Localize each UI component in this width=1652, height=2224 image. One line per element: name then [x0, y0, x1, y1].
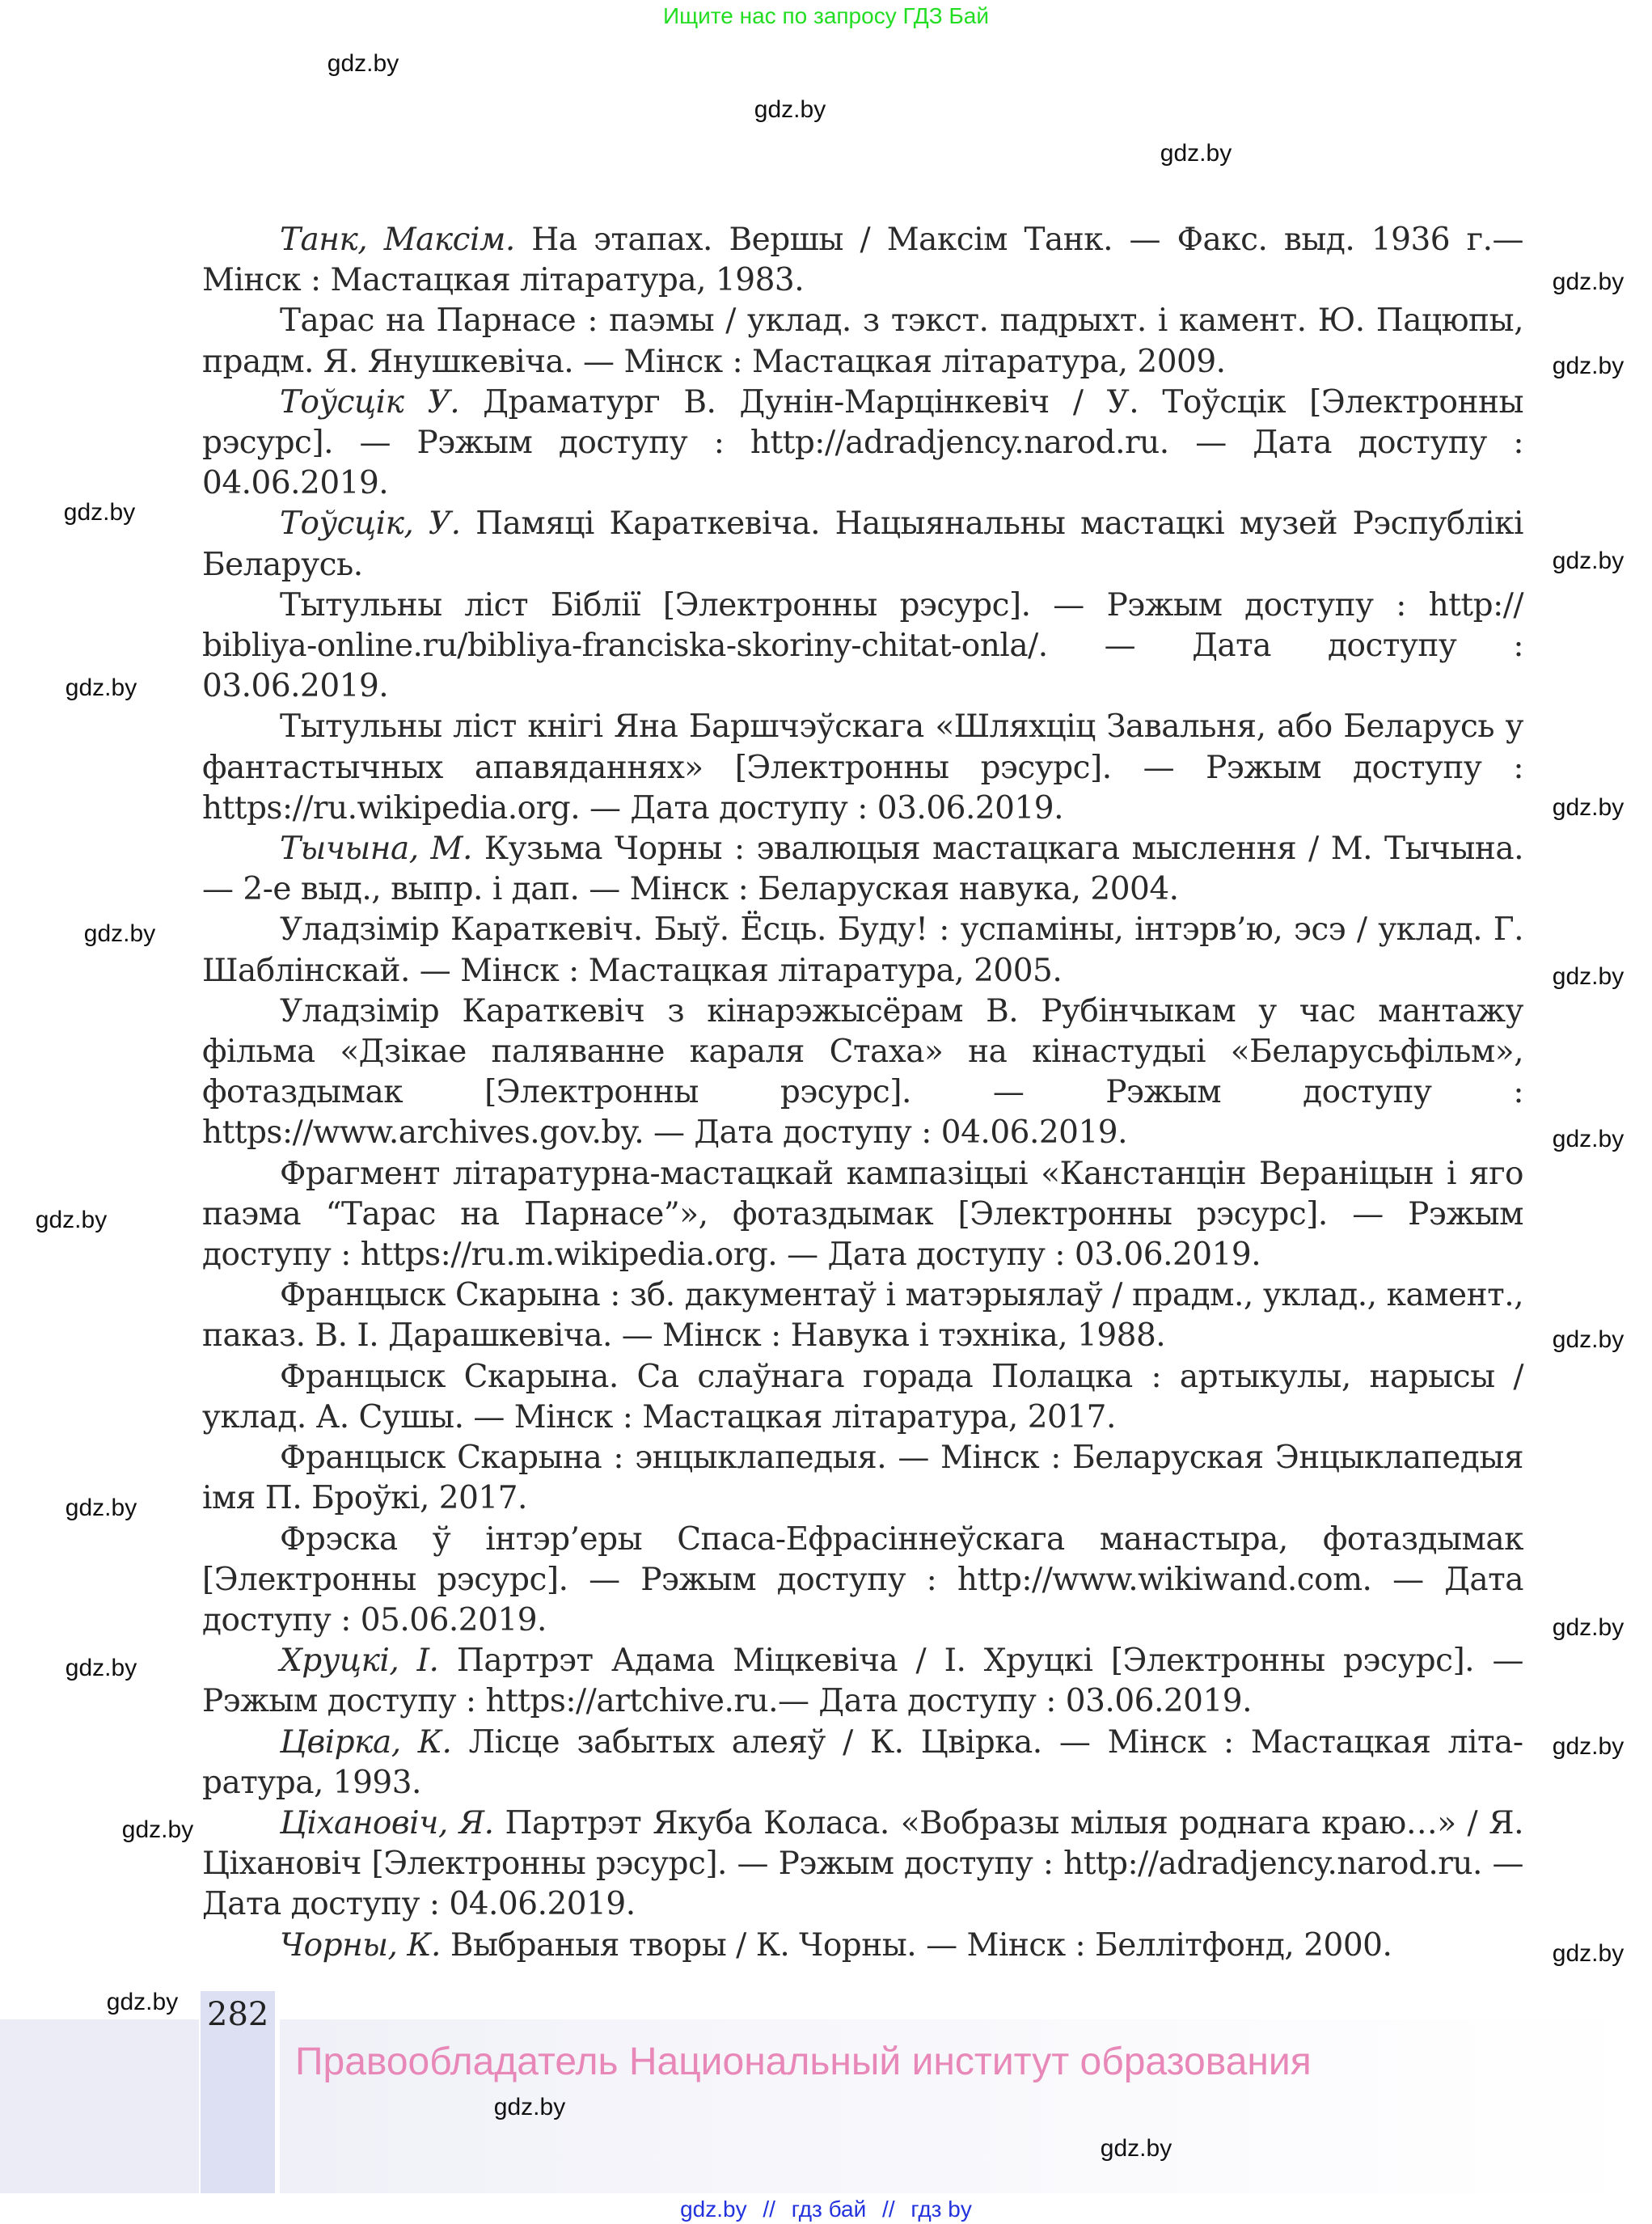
entry-text: Драматург В. Дунін-Марцінкевіч / У. Тоўсцік [Электронны рэсурс]. — Рэжым доступу : http://adradjency.narod.ru. — Дата доступу : 04.06.2019.: [202, 383, 1523, 502]
copyright-notice: Правообладатель Национальный институт образования: [295, 2040, 1312, 2083]
bibliography-entry: [202, 1723, 1523, 1803]
entry-author: Ціхановіч, Я.: [280, 1804, 494, 1841]
entry-text: На этапах. Вершы / Максім Танк. — Факс. выд. 1936 г.— Мінск : Мастацкая літаратура, 1983.: [202, 222, 1523, 299]
bibliography-entry: [202, 1357, 1523, 1438]
watermark: gdz.by: [1552, 1326, 1625, 1353]
bottom-links: [0, 2197, 1652, 2222]
link-gdz-by[interactable]: gdz.by: [680, 2197, 747, 2222]
entry-text: Партрэт Адама Міцкевіча / І. Хруцкі [Электронны рэсурс]. — Рэжым доступу : https://artchive.ru.— Дата доступу : 03.06.2019.: [202, 1643, 1523, 1720]
bibliography-entry: [202, 504, 1523, 585]
bibliography-entry: [202, 586, 1523, 708]
watermark: gdz.by: [493, 2094, 566, 2120]
watermark: gdz.by: [1552, 1733, 1625, 1760]
entry-text: Тарас на Парнасе : паэмы / уклад. з тэкст. падрыхт. і камент. Ю. Пацюпы, прадм. Я. Янушкевіча. — Мінск : Мастацкая літаратура, 2009.: [202, 302, 1523, 380]
entry-text: Францыск Скарына : энцыклапедыя. — Мінск : Беларуская Энцыклапедыя імя П. Броўкі, 2017.: [202, 1440, 1523, 1517]
watermark: gdz.by: [1160, 140, 1232, 167]
entry-text: Лісце забытых алеяў / К. Цвірка. — Мінск : Мастацкая літаратура, 1993.: [202, 1723, 1523, 1801]
watermark: gdz.by: [327, 50, 399, 77]
entry-text: Выбраныя творы / К. Чорны. — Мінск : Беллітфонд, 2000.: [440, 1926, 1392, 1964]
bibliography-entry: [202, 301, 1523, 382]
entry-text: Тытульны ліст кнігі Яна Баршчэўскага «Шляхціц Завальня, або Беларусь у фантастычных апавяданнях» [Электронны рэсурс]. — Рэжым доступу : https://ru.wikipedia.org. — Дата доступу : 03.06.2019.: [202, 708, 1523, 827]
watermark: gdz.by: [754, 96, 826, 123]
watermark: gdz.by: [1552, 268, 1625, 295]
entry-author: Цвірка, К.: [280, 1723, 452, 1761]
link-gdz-by-cyr[interactable]: гдз by: [911, 2197, 972, 2222]
search-hint: Ищите нас по запросу ГДЗ Бай: [662, 3, 990, 28]
link-gdz-bai[interactable]: гдз бай: [791, 2197, 867, 2222]
entry-text: Партрэт Якуба Коласа. «Вобразы мілыя роднага краю…» / Я. Ціхановіч [Электронны рэсурс]. — Рэжым доступу : http://adradjency.narod.ru. — Дата доступу : 04.06.2019.: [202, 1804, 1523, 1923]
watermark: gdz.by: [83, 920, 156, 947]
entry-text: Уладзімір Караткевіч з кінарэжысёрам В. Рубінчыкам у час мантажу фільма «Дзікае паляванне караля Стаха» на кінастудыі «Беларусьфільм», фотаздымак [Электронны рэсурс]. — Рэжым доступу : https://www.archives.gov.by. — Дата доступу : 04.06.2019.: [202, 992, 1523, 1152]
watermark: gdz.by: [65, 1495, 137, 1521]
watermark: gdz.by: [1100, 2135, 1172, 2162]
entry-author: Тычына, М.: [280, 831, 472, 868]
watermark: gdz.by: [65, 1655, 137, 1681]
bibliography-entry: [202, 707, 1523, 829]
watermark: gdz.by: [1552, 1614, 1625, 1641]
bibliography-entry: [202, 991, 1523, 1154]
page-number: 282: [207, 1996, 269, 2033]
entry-text: Кузьма Чорны : эвалюцыя мастацкага мыслення / М. Тычына. — 2-е выд., выпр. і дап. — Мінск : Беларуская навука, 2004.: [202, 831, 1524, 908]
watermark: gdz.by: [1552, 963, 1625, 990]
bibliography-entry: [202, 1520, 1523, 1642]
entry-text: Тытульны ліст Біблії [Электронны рэсурс]. — Рэжым доступу : http:// bibliya-online.ru/bibliya-franciska-skoriny-chitat-onla/. — Дата доступу : 03.06.2019.: [202, 586, 1523, 705]
bibliography-entry: [202, 829, 1523, 910]
watermark: gdz.by: [1552, 1940, 1625, 1967]
bibliography-entry: [202, 1641, 1523, 1722]
entry-text: Памяці Караткевіча. Нацыянальны мастацкі музей Рэспублікі Беларусь.: [202, 505, 1523, 583]
watermark: gdz.by: [1552, 1126, 1625, 1152]
watermark: gdz.by: [121, 1816, 194, 1843]
entry-author: Танк, Максім.: [280, 222, 515, 258]
entry-text: Фрагмент літаратурна-мастацкай кампазіцыі «Канстанцін Вераніцын і яго паэма “Тарас на Парнасе”», фотаздымак [Электронны рэсурс]. — Рэжым доступу : https://ru.m.wikipedia.org. — Дата доступу : 03.06.2019.: [202, 1155, 1523, 1274]
entry-text: Францыск Скарына. Са слаўнага горада Полацка : артыкулы, нарысы / уклад. А. Сушы. — Мінск : Мастацкая літаратура, 2017.: [202, 1358, 1523, 1435]
watermark: gdz.by: [63, 499, 136, 526]
watermark: gdz.by: [1552, 353, 1625, 379]
bibliography-entry: [202, 910, 1523, 991]
entry-author: Хруцкі, І.: [280, 1643, 439, 1680]
entry-text: Францыск Скарына : зб. дакументаў і матэрыялаў / прадм., уклад., камент., паказ. В. І. Дарашкевіча. — Мінск : Навука і тэхніка, 1988.: [202, 1277, 1523, 1355]
bibliography-entry: [202, 220, 1523, 301]
bibliography-entry: [202, 1154, 1523, 1276]
watermark: gdz.by: [1552, 794, 1625, 821]
entry-author: Чорны, К.: [280, 1926, 441, 1964]
bibliography-entry: [202, 383, 1523, 505]
watermark: gdz.by: [35, 1207, 108, 1233]
bibliography-list: [202, 220, 1523, 1966]
bibliography-entry: [202, 1803, 1523, 1926]
bibliography-entry: [202, 1275, 1523, 1356]
entry-author: Тоўсцік У.: [280, 383, 460, 421]
bibliography-entry: [202, 1438, 1523, 1519]
separator: //: [763, 2197, 775, 2222]
watermark: gdz.by: [106, 1989, 179, 2015]
bibliography-entry: [202, 1926, 1523, 1966]
separator: //: [882, 2197, 895, 2222]
watermark: gdz.by: [65, 674, 137, 701]
watermark: gdz.by: [1552, 548, 1625, 574]
entry-text: Уладзімір Караткевіч. Быў. Ёсць. Буду! : успаміны, інтэрв’ю, эсэ / уклад. Г. Шаблінскай. — Мінск : Мастацкая літаратура, 2005.: [202, 911, 1523, 989]
footer-left-panel: [0, 2019, 199, 2193]
entry-text: Фрэска ў інтэр’еры Спаса-Ефрасіннеўскага манастыра, фотаздымак [Электронны рэсурс]. — Рэжым доступу : http://www.wikiwand.com. — Дата доступу : 05.06.2019.: [202, 1520, 1523, 1638]
entry-author: Тоўсцік, У.: [280, 505, 461, 543]
